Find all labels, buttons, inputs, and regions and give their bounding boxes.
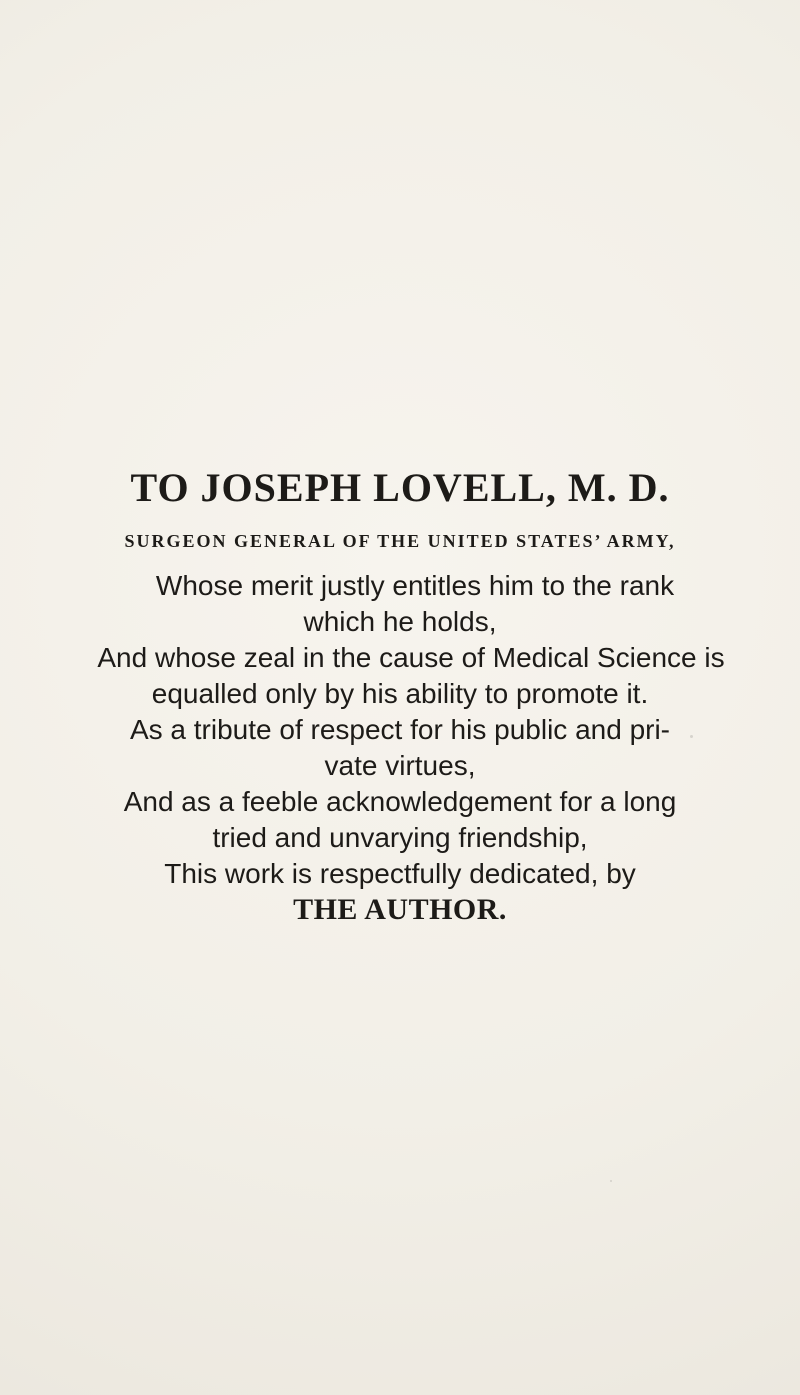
dedication-body [0,568,800,928]
dedication-line-1: Whose merit justly entitles him to the rank [155,570,675,601]
dedication-line-2: which he holds, [303,606,497,637]
dedication-signature: THE AUTHOR. [293,893,507,926]
paper-speck [610,1180,612,1182]
dedication-block [0,465,800,928]
dedication-line-9: This work is respectfully dedicated, by [164,858,636,889]
dedication-line-7: And as a feeble acknowledgement for a long [123,786,677,817]
dedication-line-4: equalled only by his ability to promote it. [151,678,649,709]
dedication-line-5: As a tribute of respect for his public and pri- [129,714,671,745]
dedication-title: TO JOSEPH LOVELL, M. D. [130,465,670,510]
dedication-line-6: vate virtues, [324,750,476,781]
dedication-line-8: tried and unvarying friendship, [212,822,588,853]
dedication-subtitle: SURGEON GENERAL OF THE UNITED STATES’ ARMY, [124,531,676,551]
dedication-line-3: And whose zeal in the cause of Medical Science is [97,642,725,673]
